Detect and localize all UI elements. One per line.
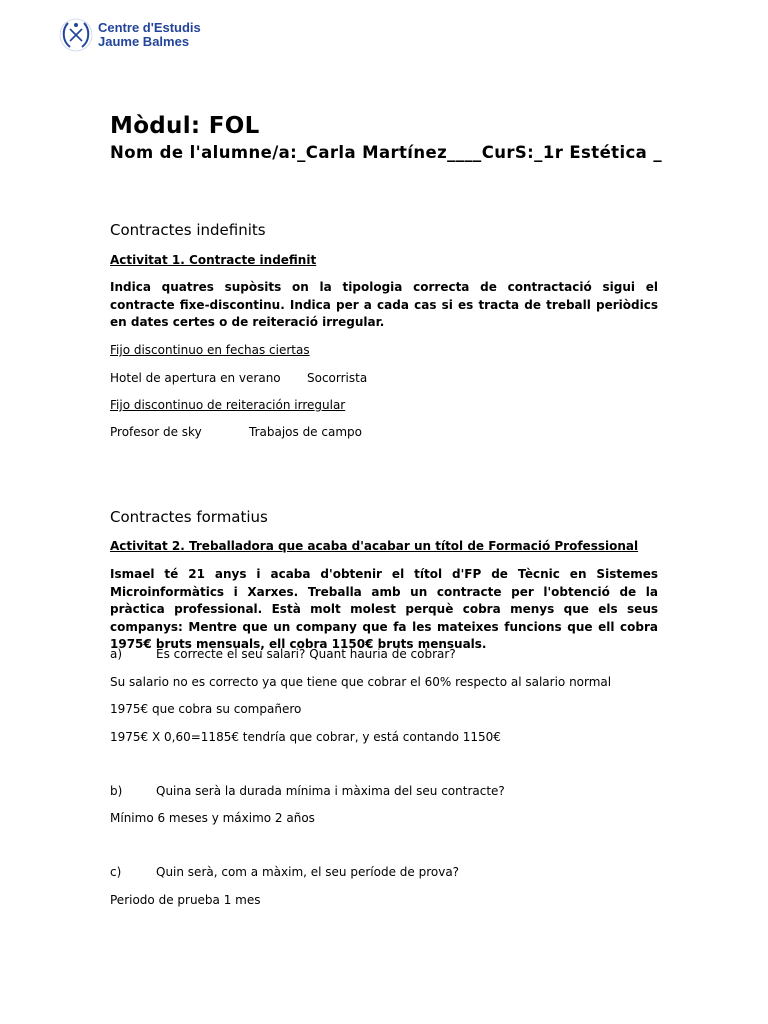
- student-info: Nom de l'alumne/a:_Carla Martínez____CurS:_1r Estética _: [110, 143, 663, 162]
- school-name: [98, 21, 201, 49]
- answer-a-line3: 1975€ X 0,60=1185€ tendría que cobrar, y está contando 1150€: [110, 730, 501, 744]
- module-title: Mòdul: FOL: [110, 113, 260, 139]
- answer-b: Mínimo 6 meses y máximo 2 años: [110, 811, 315, 825]
- activity-2-title: Activitat 2. Treballadora que acaba d'acabar un títol de Formació Professional: [110, 539, 639, 553]
- question-c-marker: c): [110, 865, 122, 879]
- answer-a-line1: Su salario no es correcto ya que tiene que cobrar el 60% respecto al salario normal: [110, 675, 612, 689]
- question-a-text: És correcte el seu salari? Quant hauria de cobrar?: [156, 647, 456, 661]
- school-logo-icon: [58, 15, 94, 55]
- group-1-item-2: Socorrista: [307, 371, 368, 385]
- group-2-label: Fijo discontinuo de reiteración irregular: [110, 398, 346, 412]
- answer-a-line2: 1975€ que cobra su compañero: [110, 702, 302, 716]
- group-1-items: [110, 370, 658, 388]
- group-2-items: [110, 424, 658, 442]
- answer-c: Periodo de prueba 1 mes: [110, 893, 261, 907]
- question-c: [110, 864, 658, 882]
- question-a-marker: a): [110, 647, 123, 661]
- section-heading-training: Contractes formatius: [110, 508, 268, 526]
- group-2-item-2: Trabajos de campo: [249, 425, 362, 439]
- question-c-text: Quin serà, com a màxim, el seu període de prova?: [156, 865, 460, 879]
- activity-1-title: Activitat 1. Contracte indefinit: [110, 253, 317, 267]
- section-heading-indefinite: Contractes indefinits: [110, 221, 266, 239]
- school-name-line2: Jaume Balmes: [98, 34, 190, 49]
- question-b-text: Quina serà la durada mínima i màxima del seu contracte?: [156, 784, 505, 798]
- group-2-item-1: Profesor de sky: [110, 425, 202, 439]
- group-1-item-1: Hotel de apertura en verano: [110, 371, 281, 385]
- activity-1-prompt: Indica quatres supòsits on la tipologia correcta de contractació sigui el contracte fixe-discontinu. Indica per a cada cas si es tracta de treball periòdics en dates certes o de reiteració irregular.: [110, 280, 658, 329]
- school-logo: [58, 15, 218, 55]
- question-b: [110, 783, 658, 801]
- activity-2-prompt: Ismael té 21 anys i acaba d'obtenir el títol d'FP de Tècnic en Sistemes Microinformàtics i Xarxes. Treballa amb un contracte per l'obtenció de la pràctica professional. Està molt molest perquè cobra menys que els seus companys: Mentre que un company que fa les mateixes funcions que ell cobra 1975€ bruts mensuals, ell cobra 1150€ bruts mensuals.: [110, 567, 658, 651]
- question-b-marker: b): [110, 784, 123, 798]
- group-1-label: Fijo discontinuo en fechas ciertas: [110, 343, 310, 357]
- question-a: [110, 646, 658, 664]
- school-name-line1: Centre d'Estudis: [98, 20, 201, 35]
